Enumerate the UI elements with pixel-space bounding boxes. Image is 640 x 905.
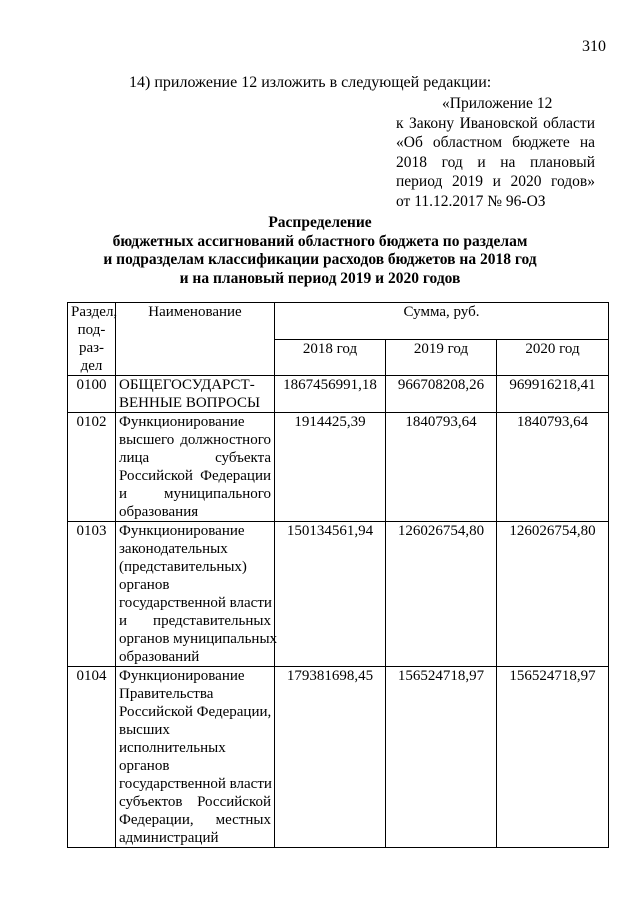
annex-reference [396,94,595,211]
row-code: 0104 [68,667,116,848]
table-header-row [68,303,609,340]
intro-text: 14) приложение 12 изложить в следующей редакции: [129,74,492,91]
row-name-line: Российской Федерации [119,468,271,484]
row-name-line: государственной власти [119,776,272,792]
row-value-2019: 966708208,26 [386,376,497,413]
row-code: 0103 [68,522,116,667]
row-name [116,376,275,413]
row-name-line: Функционирование [119,668,245,684]
row-name-line: Функционирование [119,414,245,430]
row-name [116,522,278,667]
table-row [68,413,609,522]
row-name-line: ОБЩЕГОСУДАРСТ- [119,377,255,393]
row-name-line: высших [119,722,170,738]
row-name-line: и представительных [119,613,271,629]
row-name-line: образования [119,504,199,520]
row-value-2018: 179381698,45 [275,667,386,848]
title-line: Распределение [268,214,372,231]
row-name-line: Федерации, местных [119,812,271,828]
header-code [68,303,116,376]
title-line: бюджетных ассигнований областного бюджета по разделам [112,232,528,250]
budget-table [67,302,609,848]
header-year: 2019 год [386,339,497,376]
annex-line: «Об областном бюджете на [396,134,595,151]
header-name: Наименование [116,303,275,376]
row-name-line: субъектов Российской [119,794,271,810]
row-name-line: высшего должностного [119,432,271,448]
row-code: 0102 [68,413,116,522]
row-name-line: органов муниципальных [119,631,278,647]
table-row [68,667,609,848]
row-name-line: Правительства [119,686,214,702]
row-name-line: Функционирование [119,523,245,539]
row-name-line: и муниципального [119,486,271,502]
row-name-line: образований [119,649,200,665]
row-name-line: лица субъекта [119,450,271,466]
header-sum: Сумма, руб. [275,303,609,340]
row-name-line: (представительных) [119,559,247,575]
row-value-2018: 1867456991,18 [275,376,386,413]
header-code-line: Раздел, [71,304,118,320]
annex-line: период 2019 и 2020 годов» [396,173,595,190]
header-code-line: под- [77,322,106,338]
row-name [116,413,275,522]
row-value-2019: 156524718,97 [386,667,497,848]
row-name-line: государственной власти [119,595,272,611]
header-year: 2020 год [497,339,609,376]
annex-line: к Закону Ивановской области [396,114,595,132]
row-name-line: ВЕННЫЕ ВОПРОСЫ [119,395,261,411]
page-number: 310 [582,38,606,55]
row-name-line: органов [119,577,170,593]
title-line: и на плановый период 2019 и 2020 годов [179,269,461,287]
row-value-2018: 150134561,94 [275,522,386,667]
row-value-2020: 126026754,80 [497,522,609,667]
table-row [68,376,609,413]
document-title [0,214,640,288]
header-code-line: раз- [78,340,105,356]
table-row [68,522,609,667]
annex-line: 2018 год и на плановый [396,153,595,171]
row-value-2020: 969916218,41 [497,376,609,413]
row-code: 0100 [68,376,116,413]
row-name-line: исполнительных [119,740,226,756]
row-value-2020: 1840793,64 [497,413,609,522]
row-name-line: законодательных [119,541,228,557]
row-value-2020: 156524718,97 [497,667,609,848]
row-name [116,667,275,848]
row-value-2018: 1914425,39 [275,413,386,522]
title-line: и подразделам классификации расходов бюджетов на 2018 год [103,251,537,268]
row-name-line: Российской Федерации, [119,704,272,720]
annex-line: от 11.12.2017 № 96-ОЗ [396,192,546,210]
row-name-line: администраций [119,830,219,846]
row-value-2019: 126026754,80 [386,522,497,667]
annex-line: «Приложение 12 [442,95,553,112]
header-code-line: дел [80,358,103,374]
header-year: 2018 год [275,339,386,376]
row-name-line: органов [119,758,170,774]
row-value-2019: 1840793,64 [386,413,497,522]
